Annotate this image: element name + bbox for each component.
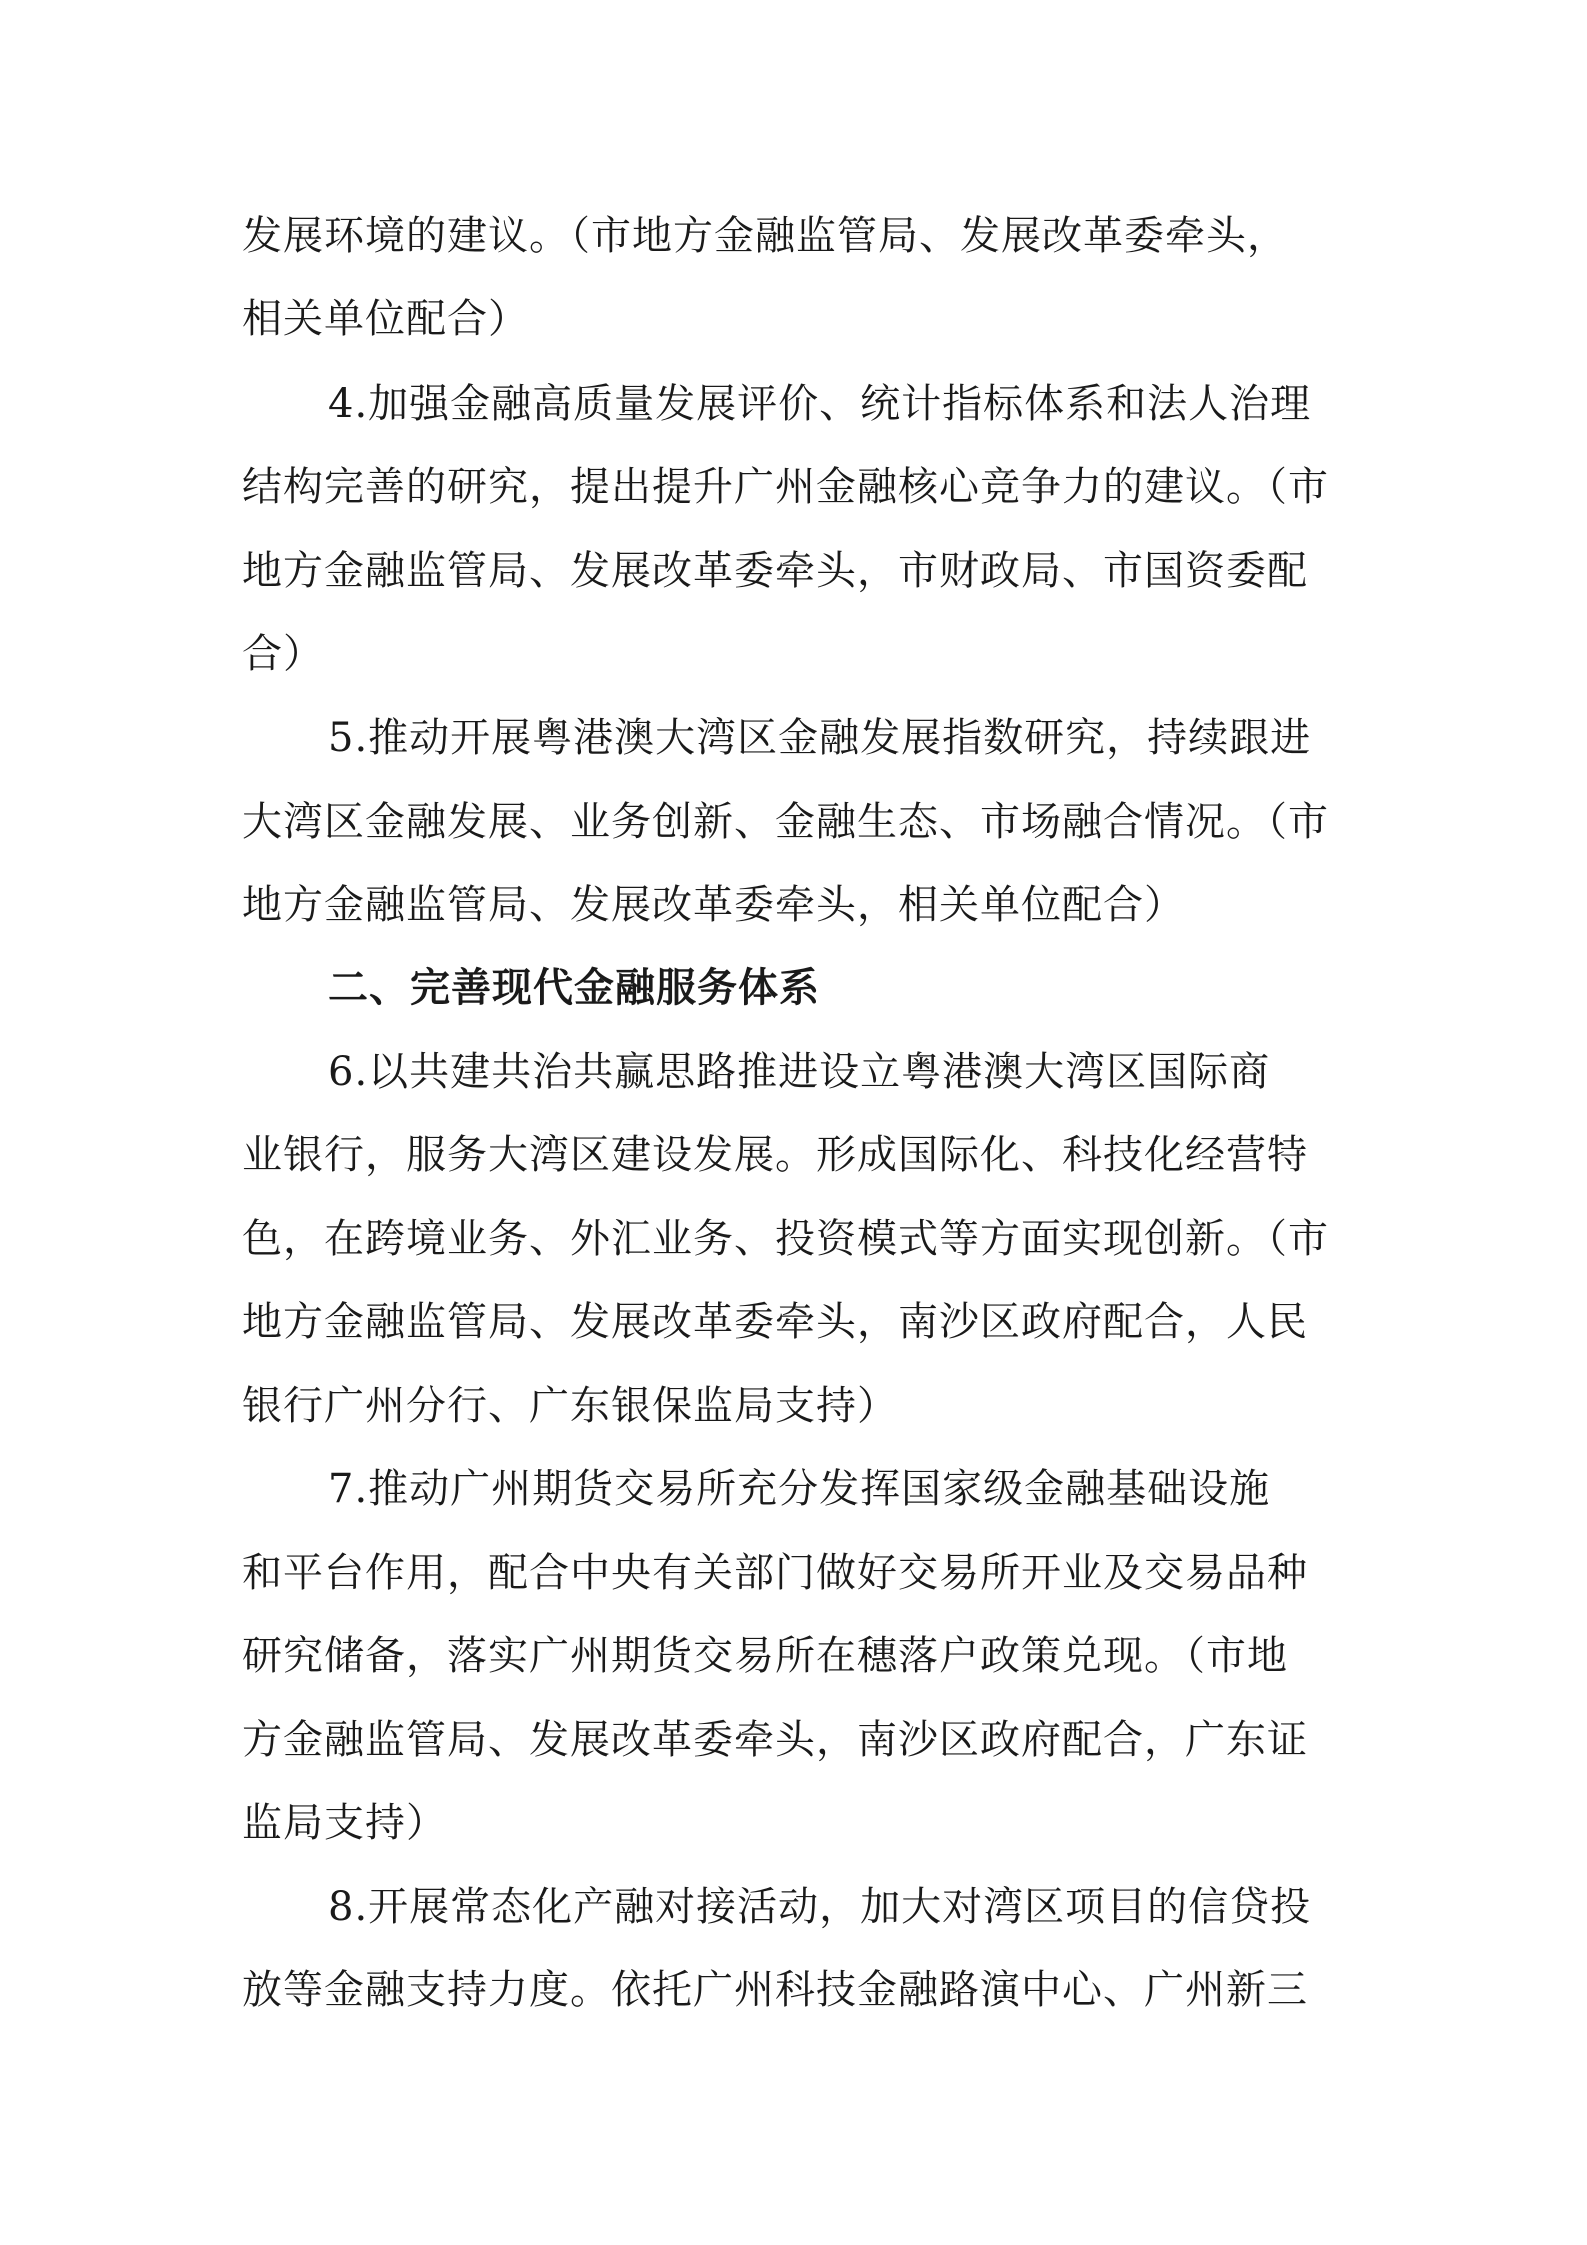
text-line: 发展环境的建议。（市地方金融监管局、发展改革委牵头，	[242, 213, 1288, 259]
text-line: 地方金融监管局、发展改革委牵头，相关单位配合）	[242, 882, 1185, 928]
item-8-line: 8.开展常态化产融对接活动，加大对湾区项目的信贷投	[328, 1884, 1312, 1930]
text-line: 大湾区金融发展、业务创新、金融生态、市场融合情况。（市	[242, 799, 1329, 845]
text-line: 方金融监管局、发展改革委牵头，南沙区政府配合，广东证	[242, 1717, 1308, 1763]
item-7-line: 7.推动广州期货交易所充分发挥国家级金融基础设施	[328, 1466, 1271, 1512]
text-line: 色，在跨境业务、外汇业务、投资模式等方面实现创新。（市	[242, 1216, 1329, 1262]
text-line: 监局支持）	[242, 1800, 447, 1846]
text-line: 业银行，服务大湾区建设发展。形成国际化、科技化经营特	[242, 1132, 1308, 1178]
text-line: 合）	[242, 631, 324, 677]
text-line: 银行广州分行、广东银保监局支持）	[242, 1383, 898, 1429]
item-5-line: 5.推动开展粤港澳大湾区金融发展指数研究，持续跟进	[328, 715, 1312, 761]
text-line: 相关单位配合）	[242, 296, 529, 342]
text-line: 和平台作用，配合中央有关部门做好交易所开业及交易品种	[242, 1550, 1308, 1596]
text-line: 研究储备，落实广州期货交易所在穗落户政策兑现。（市地	[242, 1633, 1288, 1679]
text-line: 地方金融监管局、发展改革委牵头，市财政局、市国资委配	[242, 548, 1308, 594]
item-4-line: 4.加强金融高质量发展评价、统计指标体系和法人治理	[328, 381, 1312, 427]
text-line: 放等金融支持力度。依托广州科技金融路演中心、广州新三	[242, 1967, 1308, 2013]
text-line: 地方金融监管局、发展改革委牵头，南沙区政府配合，人民	[242, 1299, 1308, 1345]
text-line: 结构完善的研究，提出提升广州金融核心竞争力的建议。（市	[242, 464, 1329, 510]
item-6-line: 6.以共建共治共赢思路推进设立粤港澳大湾区国际商	[328, 1049, 1271, 1095]
section-heading: 二、完善现代金融服务体系	[328, 965, 820, 1011]
